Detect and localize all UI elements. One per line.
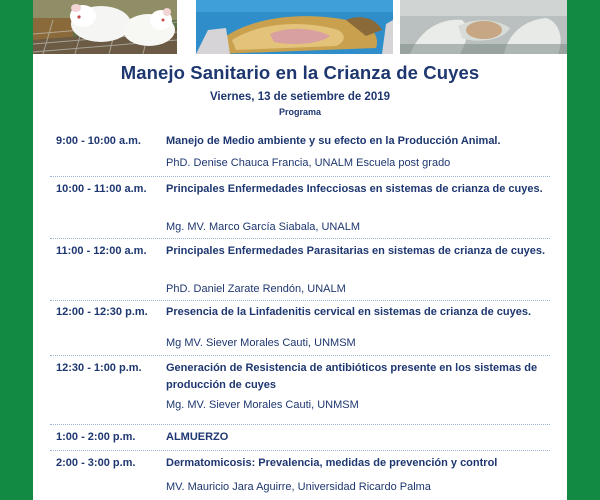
- program-heading: Programa: [278, 107, 322, 117]
- session-speaker: PhD. Denise Chauca Francia, UNALM Escuela post grado: [166, 157, 451, 169]
- session-topic: Presencia de la Linfadenitis cervical en sistemas de crianza de cuyes.: [166, 306, 532, 318]
- session-topic: Dermatomicosis: Prevalencia, medidas de prevención y control: [166, 457, 498, 469]
- session-time: 1:00 - 2:00 p.m.: [56, 431, 136, 443]
- schedule: [33, 0, 567, 500]
- session-speaker: Mg. MV. Siever Morales Cauti, UNMSM: [166, 399, 359, 411]
- session-speaker: Mg MV. Siever Morales Cauti, UNMSM: [166, 337, 356, 349]
- row-separator: [50, 238, 550, 239]
- row-separator: [50, 450, 550, 451]
- row-separator: [50, 355, 550, 356]
- session-topic: Manejo de Medio ambiente y su efecto en la Producción Animal.: [166, 135, 501, 147]
- row-separator: [50, 424, 550, 425]
- session-time: 9:00 - 10:00 a.m.: [56, 135, 141, 147]
- session-topic: Principales Enfermedades Parasitarias en sistemas de crianza de cuyes.: [166, 245, 546, 257]
- row-separator: [50, 176, 550, 177]
- session-time: 11:00 - 12:00 a.m.: [56, 245, 147, 257]
- session-time: 12:30 - 1:00 p.m.: [56, 362, 142, 374]
- session-speaker: PhD. Daniel Zarate Rendón, UNALM: [166, 283, 346, 295]
- lunch-break: ALMUERZO: [166, 431, 229, 443]
- session-speaker: Mg. MV. Marco García Siabala, UNALM: [166, 221, 360, 233]
- session-time: 10:00 - 11:00 a.m.: [56, 183, 147, 195]
- session-topic: Principales Enfermedades Infecciosas en sistemas de crianza de cuyes.: [166, 183, 543, 195]
- session-speaker: MV. Mauricio Jara Aguirre, Universidad Ricardo Palma: [166, 481, 431, 493]
- row-separator: [50, 300, 550, 301]
- page-title: Manejo Sanitario en la Crianza de Cuyes: [120, 62, 480, 83]
- program-panel: [33, 0, 567, 500]
- event-date: Viernes, 13 de setiembre de 2019: [209, 91, 391, 103]
- session-time: 12:00 - 12:30 p.m.: [56, 306, 148, 318]
- session-time: 2:00 - 3:00 p.m.: [56, 457, 136, 469]
- session-topic: Generación de Resistencia de antibióticos presente en los sistemas de producción de cuyes: [166, 362, 538, 391]
